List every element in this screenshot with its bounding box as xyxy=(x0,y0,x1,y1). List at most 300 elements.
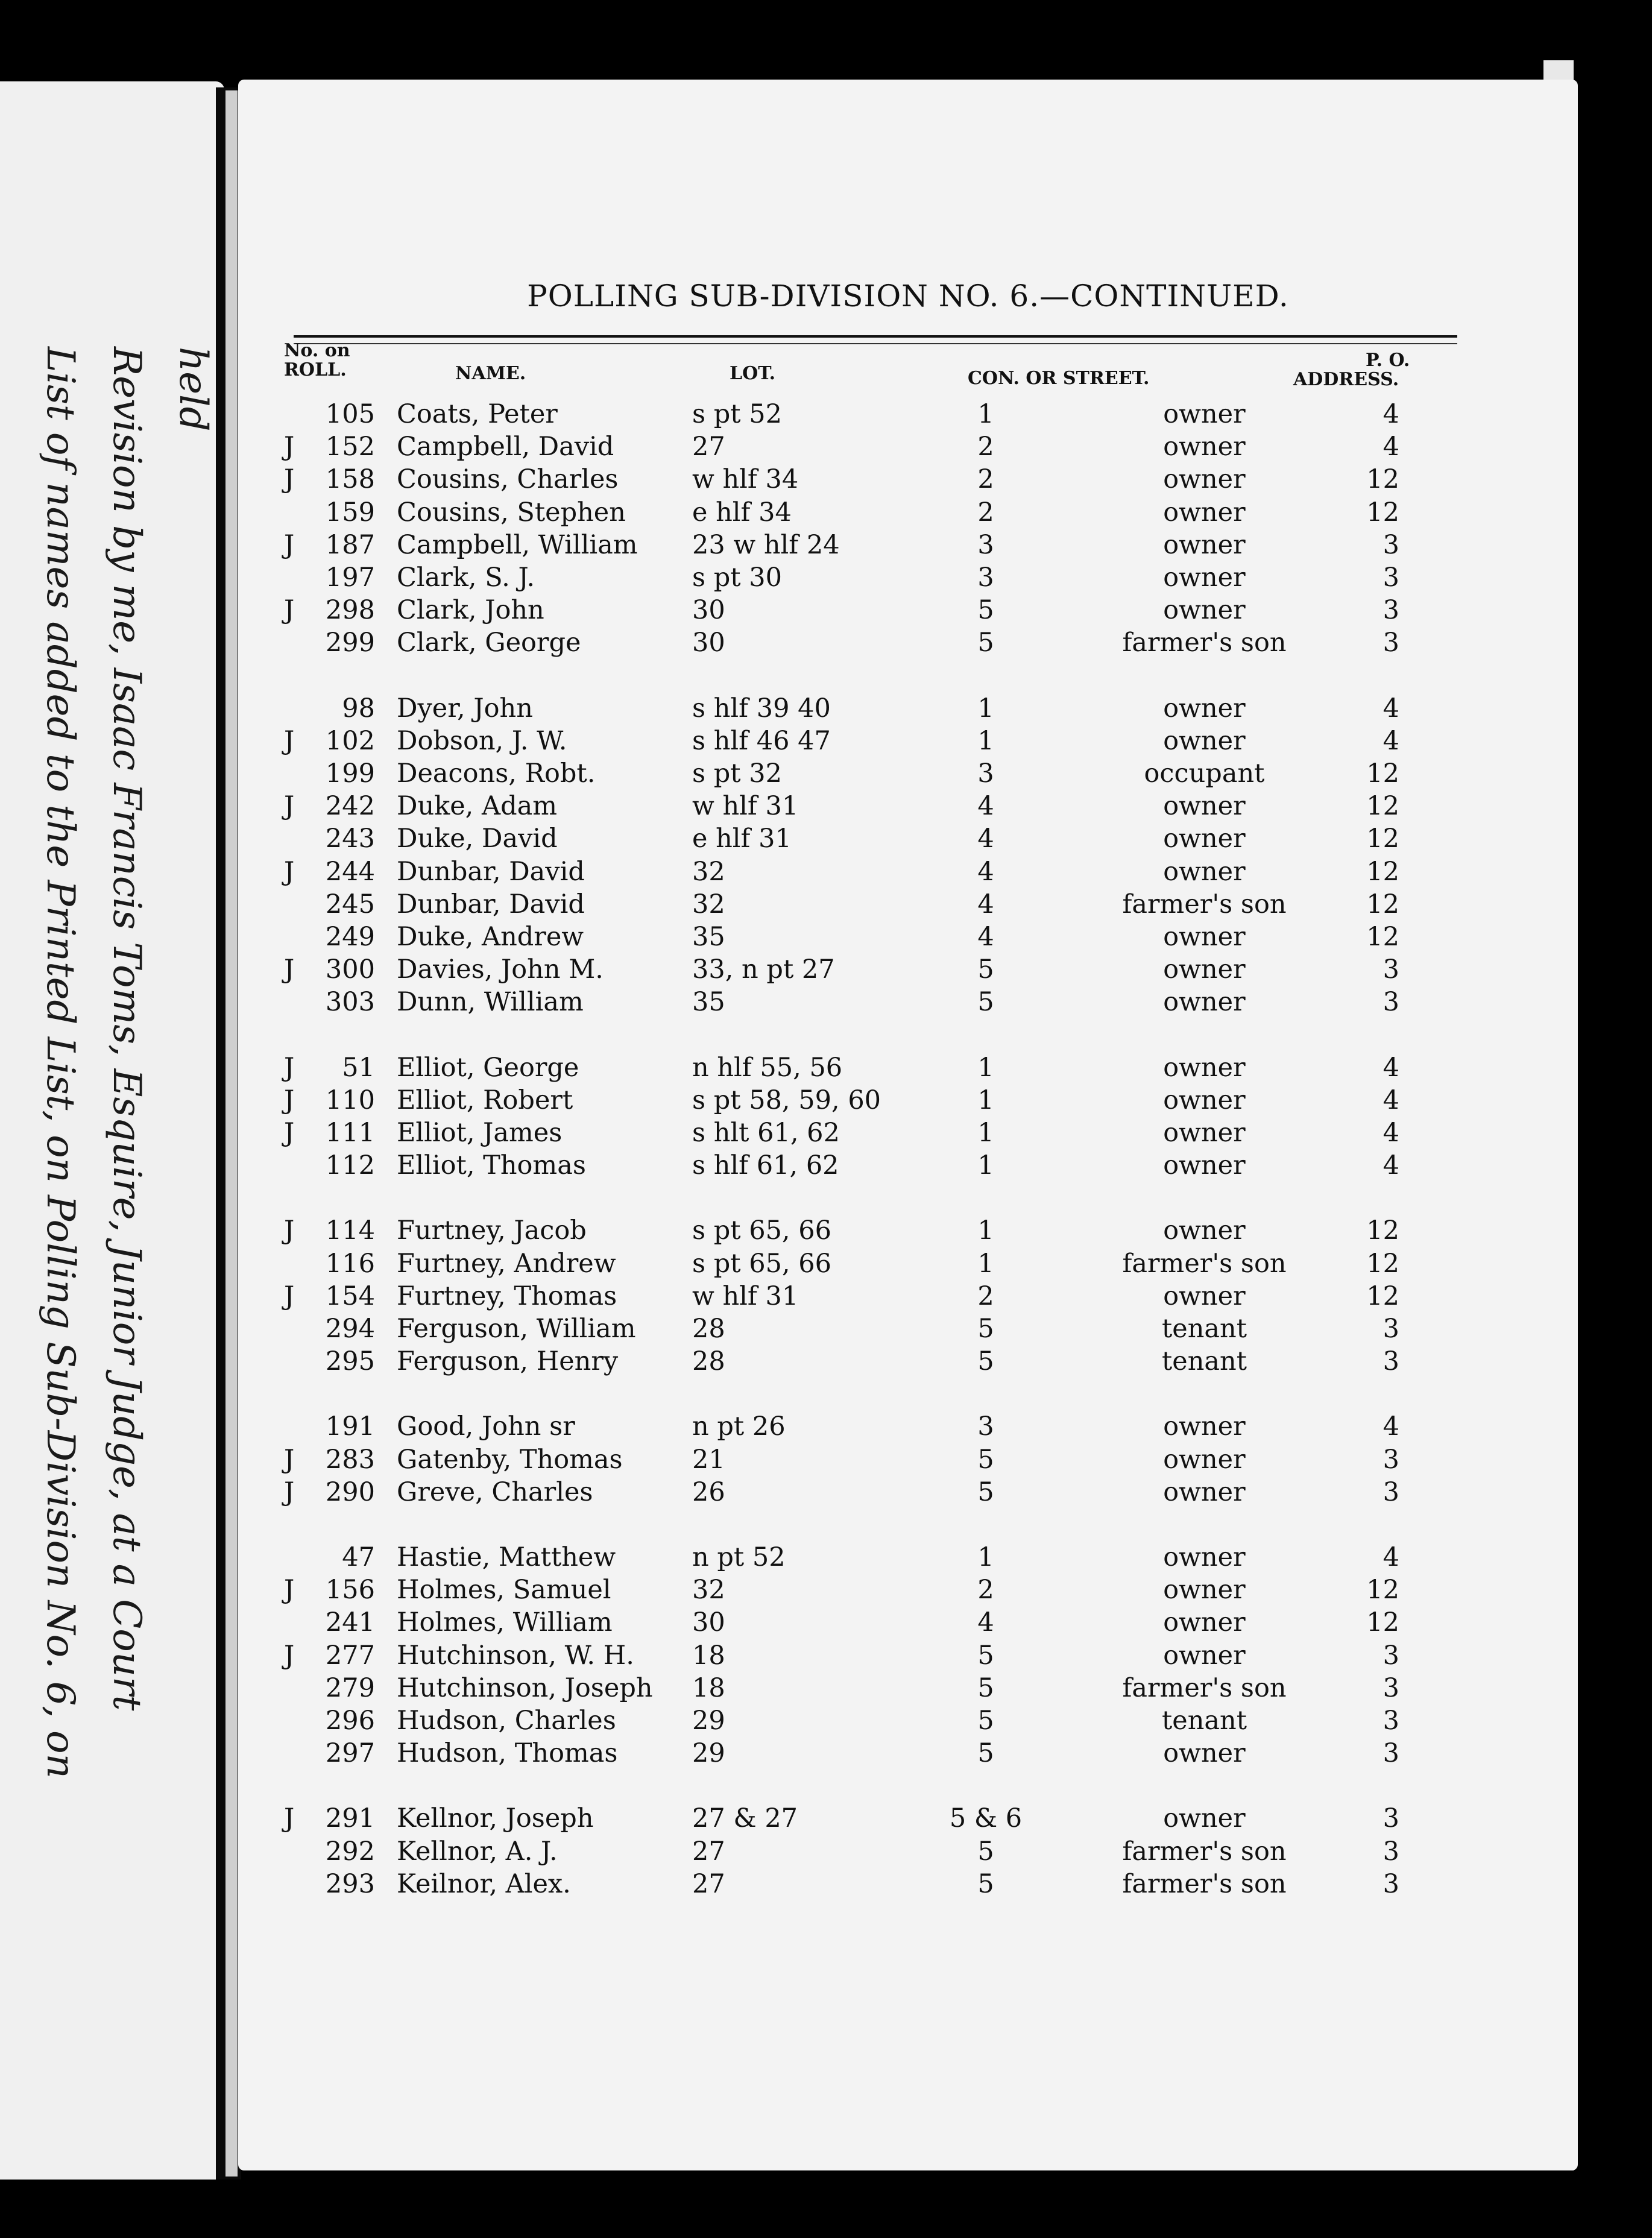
po-address: 4 xyxy=(1382,725,1399,756)
concession: 3 xyxy=(977,1411,994,1442)
lot: 18 xyxy=(692,1672,725,1703)
roll-number: 112 xyxy=(325,1150,375,1181)
po-address: 12 xyxy=(1366,758,1399,789)
concession: 5 xyxy=(977,1640,994,1671)
lot: w hlf 31 xyxy=(692,791,799,822)
roll-j-marker: J xyxy=(284,464,295,495)
po-address: 4 xyxy=(1382,1085,1399,1115)
status: tenant xyxy=(1161,1706,1247,1736)
concession: 1 xyxy=(977,725,994,756)
po-address: 12 xyxy=(1366,1281,1399,1311)
roll-number: 154 xyxy=(325,1281,375,1311)
roll-number: 116 xyxy=(325,1248,375,1279)
status: occupant xyxy=(1144,758,1265,789)
lot: 26 xyxy=(692,1477,725,1507)
po-address: 3 xyxy=(1382,1346,1399,1377)
voter-name: Dunbar, David xyxy=(397,889,585,919)
po-address: 3 xyxy=(1382,987,1399,1018)
concession: 5 xyxy=(977,1836,994,1867)
status: owner xyxy=(1163,1607,1246,1638)
po-address: 12 xyxy=(1366,1575,1399,1606)
table-row xyxy=(238,1346,1578,1379)
lot: s pt 32 xyxy=(692,758,782,789)
po-address: 3 xyxy=(1382,1444,1399,1475)
lot: 21 xyxy=(692,1444,725,1475)
concession: 5 xyxy=(977,1672,994,1703)
lot: n hlf 55, 56 xyxy=(692,1052,843,1083)
concession: 2 xyxy=(977,1281,994,1311)
status: farmer's son xyxy=(1122,1248,1287,1279)
table-row xyxy=(238,824,1578,856)
table-row xyxy=(238,889,1578,922)
roll-j-marker: J xyxy=(284,856,295,887)
po-address: 3 xyxy=(1382,1706,1399,1736)
right-page xyxy=(238,80,1578,2170)
table-row xyxy=(238,1085,1578,1118)
status: owner xyxy=(1163,1542,1246,1572)
table-row xyxy=(238,1607,1578,1640)
roll-j-marker: J xyxy=(284,595,295,626)
po-address: 12 xyxy=(1366,1215,1399,1246)
status: owner xyxy=(1163,432,1246,462)
concession: 5 xyxy=(977,1706,994,1736)
heading-rule xyxy=(294,335,1457,338)
concession: 5 xyxy=(977,954,994,985)
voter-name: Clark, George xyxy=(397,628,581,658)
concession: 5 xyxy=(977,1314,994,1344)
po-address: 4 xyxy=(1382,1411,1399,1442)
concession: 5 xyxy=(977,1477,994,1507)
po-address: 4 xyxy=(1382,399,1399,429)
status: farmer's son xyxy=(1122,1672,1287,1703)
lot: n pt 26 xyxy=(692,1411,786,1442)
concession: 5 xyxy=(977,987,994,1018)
concession: 4 xyxy=(977,1607,994,1638)
roll-number: 197 xyxy=(325,563,375,593)
roll-number: 191 xyxy=(325,1411,375,1442)
concession: 5 xyxy=(977,628,994,658)
po-address: 12 xyxy=(1366,824,1399,854)
po-address: 3 xyxy=(1382,529,1399,560)
table-row xyxy=(238,726,1578,758)
status: owner xyxy=(1163,563,1246,593)
roll-j-marker: J xyxy=(284,791,295,822)
lot: e hlf 34 xyxy=(692,497,792,528)
roll-number: 298 xyxy=(325,595,375,626)
left-page xyxy=(0,81,224,2180)
roll-number: 283 xyxy=(325,1444,375,1475)
voter-name: Kellnor, Joseph xyxy=(397,1803,594,1834)
lot: 30 xyxy=(692,595,725,626)
roll-j-marker: J xyxy=(284,1281,295,1311)
table-row xyxy=(238,399,1578,432)
voter-name: Dunn, William xyxy=(397,987,584,1018)
voter-name: Hutchinson, Joseph xyxy=(397,1672,653,1703)
table-row xyxy=(238,1869,1578,1902)
po-address: 4 xyxy=(1382,432,1399,462)
table-row xyxy=(238,791,1578,824)
status: owner xyxy=(1163,1150,1246,1181)
voter-name: Davies, John M. xyxy=(397,954,604,985)
roll-number: 110 xyxy=(325,1085,375,1115)
status: owner xyxy=(1163,1640,1246,1671)
voter-name: Clark, S. J. xyxy=(397,563,535,593)
table-row xyxy=(238,1738,1578,1771)
concession: 5 xyxy=(977,1444,994,1475)
lot: w hlf 31 xyxy=(692,1281,799,1311)
roll-number: 199 xyxy=(325,758,375,789)
voter-name: Ferguson, Henry xyxy=(397,1346,619,1377)
roll-number: 293 xyxy=(325,1868,375,1899)
voter-name: Duke, David xyxy=(397,824,558,854)
status: tenant xyxy=(1161,1314,1247,1344)
voter-name: Cousins, Stephen xyxy=(397,497,626,528)
lot: 28 xyxy=(692,1314,725,1344)
roll-j-marker: J xyxy=(284,954,295,985)
po-address: 3 xyxy=(1382,1672,1399,1703)
voter-name: Elliot, Robert xyxy=(397,1085,573,1115)
voter-name: Elliot, George xyxy=(397,1052,579,1083)
roll-number: 47 xyxy=(342,1542,375,1572)
po-address: 3 xyxy=(1382,1314,1399,1344)
table-row xyxy=(238,628,1578,660)
roll-number: 277 xyxy=(325,1640,375,1671)
voter-name: Clark, John xyxy=(397,595,544,626)
lot: 30 xyxy=(692,1607,725,1638)
roll-number: 245 xyxy=(325,889,375,919)
status: owner xyxy=(1163,1575,1246,1606)
lot: 27 xyxy=(692,1836,725,1867)
voter-name: Elliot, James xyxy=(397,1118,563,1148)
concession: 1 xyxy=(977,693,994,723)
voter-name: Greve, Charles xyxy=(397,1477,593,1507)
po-address: 4 xyxy=(1382,693,1399,723)
voter-name: Duke, Adam xyxy=(397,791,557,822)
table-row xyxy=(238,1706,1578,1738)
roll-number: 102 xyxy=(325,725,375,756)
po-address: 3 xyxy=(1382,1803,1399,1834)
voter-name: Good, John sr xyxy=(397,1411,575,1442)
table-row xyxy=(238,1150,1578,1183)
lot: 32 xyxy=(692,1575,725,1606)
status: owner xyxy=(1163,1477,1246,1507)
concession: 3 xyxy=(977,563,994,593)
status: farmer's son xyxy=(1122,1868,1287,1899)
po-address: 3 xyxy=(1382,1836,1399,1867)
roll-j-marker: J xyxy=(284,725,295,756)
lot: s pt 65, 66 xyxy=(692,1248,831,1279)
po-address: 3 xyxy=(1382,1640,1399,1671)
table-row xyxy=(238,1673,1578,1706)
roll-j-marker: J xyxy=(284,1118,295,1148)
roll-j-marker: J xyxy=(284,1575,295,1606)
concession: 1 xyxy=(977,1150,994,1181)
lot: 35 xyxy=(692,987,725,1018)
voter-name: Duke, Andrew xyxy=(397,922,584,952)
roll-number: 294 xyxy=(325,1314,375,1344)
status: owner xyxy=(1163,987,1246,1018)
po-address: 3 xyxy=(1382,595,1399,626)
status: owner xyxy=(1163,725,1246,756)
roll-number: 249 xyxy=(325,922,375,952)
status: owner xyxy=(1163,1411,1246,1442)
concession: 1 xyxy=(977,1542,994,1572)
lot: 23 w hlf 24 xyxy=(692,529,840,560)
po-address: 12 xyxy=(1366,1607,1399,1638)
po-address: 3 xyxy=(1382,1477,1399,1507)
table-row xyxy=(238,1118,1578,1150)
roll-number: 187 xyxy=(325,529,375,560)
voter-name: Dyer, John xyxy=(397,693,533,723)
status: owner xyxy=(1163,595,1246,626)
heading-rule-thin xyxy=(294,343,1457,344)
concession: 1 xyxy=(977,1052,994,1083)
status: owner xyxy=(1163,497,1246,528)
col-header-con-street: CON. OR STREET. xyxy=(968,368,1150,389)
concession: 3 xyxy=(977,529,994,560)
roll-number: 279 xyxy=(325,1672,375,1703)
table-row xyxy=(238,432,1578,464)
roll-number: 114 xyxy=(325,1215,375,1246)
po-address: 3 xyxy=(1382,954,1399,985)
po-address: 4 xyxy=(1382,1118,1399,1148)
status: owner xyxy=(1163,1444,1246,1475)
voter-name: Coats, Peter xyxy=(397,399,558,429)
table-row xyxy=(238,922,1578,954)
concession: 2 xyxy=(977,497,994,528)
voter-name: Gatenby, Thomas xyxy=(397,1444,623,1475)
table-row xyxy=(238,497,1578,530)
roll-number: 303 xyxy=(325,987,375,1018)
concession: 1 xyxy=(977,1085,994,1115)
table-row xyxy=(238,464,1578,497)
roll-j-marker: J xyxy=(284,1215,295,1246)
left-page-rotated-text xyxy=(0,81,224,2180)
status: farmer's son xyxy=(1122,889,1287,919)
table-row xyxy=(238,1575,1578,1607)
roll-j-marker: J xyxy=(284,1085,295,1115)
table-row xyxy=(238,595,1578,628)
table-row xyxy=(238,1836,1578,1869)
status: owner xyxy=(1163,464,1246,495)
roll-number: 295 xyxy=(325,1346,375,1377)
roll-j-marker: J xyxy=(284,529,295,560)
table-row xyxy=(238,1249,1578,1281)
voter-name: Ferguson, William xyxy=(397,1314,636,1344)
table-row xyxy=(238,1215,1578,1248)
po-address: 4 xyxy=(1382,1542,1399,1572)
lot: 30 xyxy=(692,628,725,658)
status: farmer's son xyxy=(1122,1836,1287,1867)
roll-j-marker: J xyxy=(284,1640,295,1671)
lot: n pt 52 xyxy=(692,1542,786,1572)
col-header-po-2: ADDRESS. xyxy=(1293,369,1399,390)
table-row xyxy=(238,1542,1578,1575)
table-row xyxy=(238,1411,1578,1444)
roll-number: 156 xyxy=(325,1575,375,1606)
roll-number: 292 xyxy=(325,1836,375,1867)
col-header-lot: LOT. xyxy=(730,363,776,384)
po-address: 3 xyxy=(1382,628,1399,658)
lot: 29 xyxy=(692,1738,725,1769)
lot: s pt 52 xyxy=(692,399,782,429)
roll-j-marker: J xyxy=(284,432,295,462)
table-row xyxy=(238,1477,1578,1510)
lot: 32 xyxy=(692,889,725,919)
voter-name: Holmes, William xyxy=(397,1607,613,1638)
lot: 32 xyxy=(692,856,725,887)
col-header-po-1: P. O. xyxy=(1366,350,1410,371)
concession: 1 xyxy=(977,1215,994,1246)
voter-name: Elliot, Thomas xyxy=(397,1150,586,1181)
po-address: 12 xyxy=(1366,497,1399,528)
table-row xyxy=(238,987,1578,1020)
lot: 35 xyxy=(692,922,725,952)
voter-name: Kellnor, A. J. xyxy=(397,1836,558,1867)
concession: 4 xyxy=(977,922,994,952)
roll-number: 152 xyxy=(325,432,375,462)
roll-number: 291 xyxy=(325,1803,375,1834)
table-row xyxy=(238,857,1578,889)
concession: 1 xyxy=(977,399,994,429)
status: owner xyxy=(1163,529,1246,560)
left-page-line-1: List of names added to the Printed List, on Polling Sub-Division No. 6, on xyxy=(38,347,83,1779)
lot: 33, n pt 27 xyxy=(692,954,835,985)
voter-name: Keilnor, Alex. xyxy=(397,1868,571,1899)
po-address: 3 xyxy=(1382,1868,1399,1899)
voter-name: Cousins, Charles xyxy=(397,464,619,495)
status: owner xyxy=(1163,399,1246,429)
po-address: 12 xyxy=(1366,464,1399,495)
voter-name: Dobson, J. W. xyxy=(397,725,567,756)
roll-number: 98 xyxy=(342,693,375,723)
table-row xyxy=(238,1053,1578,1085)
roll-number: 297 xyxy=(325,1738,375,1769)
voter-name: Hutchinson, W. H. xyxy=(397,1640,634,1671)
voter-name: Campbell, William xyxy=(397,529,638,560)
status: owner xyxy=(1163,791,1246,822)
roll-number: 111 xyxy=(325,1118,375,1148)
roll-number: 159 xyxy=(325,497,375,528)
po-address: 3 xyxy=(1382,563,1399,593)
concession: 4 xyxy=(977,889,994,919)
voter-name: Hastie, Matthew xyxy=(397,1542,616,1572)
roll-number: 105 xyxy=(325,399,375,429)
lot: e hlf 31 xyxy=(692,824,792,854)
roll-number: 158 xyxy=(325,464,375,495)
voter-name: Campbell, David xyxy=(397,432,614,462)
roll-number: 300 xyxy=(325,954,375,985)
voter-name: Deacons, Robt. xyxy=(397,758,596,789)
lot: s pt 65, 66 xyxy=(692,1215,831,1246)
roll-j-marker: J xyxy=(284,1803,295,1834)
po-address: 4 xyxy=(1382,1052,1399,1083)
table-row xyxy=(238,693,1578,726)
status: owner xyxy=(1163,1052,1246,1083)
roll-number: 242 xyxy=(325,791,375,822)
status: farmer's son xyxy=(1122,628,1287,658)
roll-j-marker: J xyxy=(284,1444,295,1475)
table-row xyxy=(238,1314,1578,1346)
concession: 3 xyxy=(977,758,994,789)
lot: 27 xyxy=(692,432,725,462)
lot: 18 xyxy=(692,1640,725,1671)
concession: 5 xyxy=(977,1346,994,1377)
roll-number: 296 xyxy=(325,1706,375,1736)
po-address: 12 xyxy=(1366,922,1399,952)
roll-number: 244 xyxy=(325,856,375,887)
voter-name: Hudson, Thomas xyxy=(397,1738,618,1769)
lot: 27 xyxy=(692,1868,725,1899)
roll-number: 299 xyxy=(325,628,375,658)
lot: 27 & 27 xyxy=(692,1803,798,1834)
lot: s hlf 61, 62 xyxy=(692,1150,839,1181)
concession: 4 xyxy=(977,791,994,822)
status: owner xyxy=(1163,824,1246,854)
status: owner xyxy=(1163,1803,1246,1834)
status: owner xyxy=(1163,693,1246,723)
table-row xyxy=(238,954,1578,987)
voter-name: Holmes, Samuel xyxy=(397,1575,611,1606)
po-address: 12 xyxy=(1366,889,1399,919)
table-row xyxy=(238,563,1578,595)
status: owner xyxy=(1163,856,1246,887)
concession: 2 xyxy=(977,464,994,495)
concession: 2 xyxy=(977,1575,994,1606)
roll-number: 241 xyxy=(325,1607,375,1638)
status: owner xyxy=(1163,1281,1246,1311)
voter-name: Furtney, Jacob xyxy=(397,1215,587,1246)
concession: 5 xyxy=(977,1868,994,1899)
lot: 28 xyxy=(692,1346,725,1377)
voter-name: Furtney, Thomas xyxy=(397,1281,617,1311)
concession: 5 xyxy=(977,595,994,626)
lot: w hlf 34 xyxy=(692,464,799,495)
status: tenant xyxy=(1161,1346,1247,1377)
table-row xyxy=(238,1281,1578,1314)
left-page-line-2: Revision by me, Isaac Francis Toms, Esquire, Junior Judge, at a Court xyxy=(104,347,149,1711)
roll-j-marker: J xyxy=(284,1477,295,1507)
concession: 1 xyxy=(977,1118,994,1148)
po-address: 12 xyxy=(1366,856,1399,887)
po-address: 12 xyxy=(1366,1248,1399,1279)
concession: 2 xyxy=(977,432,994,462)
lot: s hlt 61, 62 xyxy=(692,1118,840,1148)
voter-name: Dunbar, David xyxy=(397,856,585,887)
status: owner xyxy=(1163,1118,1246,1148)
lot: s pt 58, 59, 60 xyxy=(692,1085,881,1115)
lot: s pt 30 xyxy=(692,563,782,593)
concession: 5 & 6 xyxy=(949,1803,1023,1834)
voter-name: Furtney, Andrew xyxy=(397,1248,616,1279)
status: owner xyxy=(1163,1215,1246,1246)
concession: 5 xyxy=(977,1738,994,1769)
table-row xyxy=(238,1445,1578,1477)
page-heading: POLLING SUB-DIVISION NO. 6.—CONTINUED. xyxy=(527,279,1289,314)
table-row xyxy=(238,1641,1578,1673)
table-row xyxy=(238,758,1578,791)
table-row xyxy=(238,530,1578,563)
left-page-line-3: held xyxy=(171,347,215,432)
binding-edge xyxy=(225,90,238,2177)
concession: 4 xyxy=(977,824,994,854)
lot: s hlf 46 47 xyxy=(692,725,831,756)
concession: 4 xyxy=(977,856,994,887)
po-address: 3 xyxy=(1382,1738,1399,1769)
col-header-roll-1: No. on xyxy=(284,340,350,361)
status: owner xyxy=(1163,954,1246,985)
table-row xyxy=(238,1803,1578,1836)
